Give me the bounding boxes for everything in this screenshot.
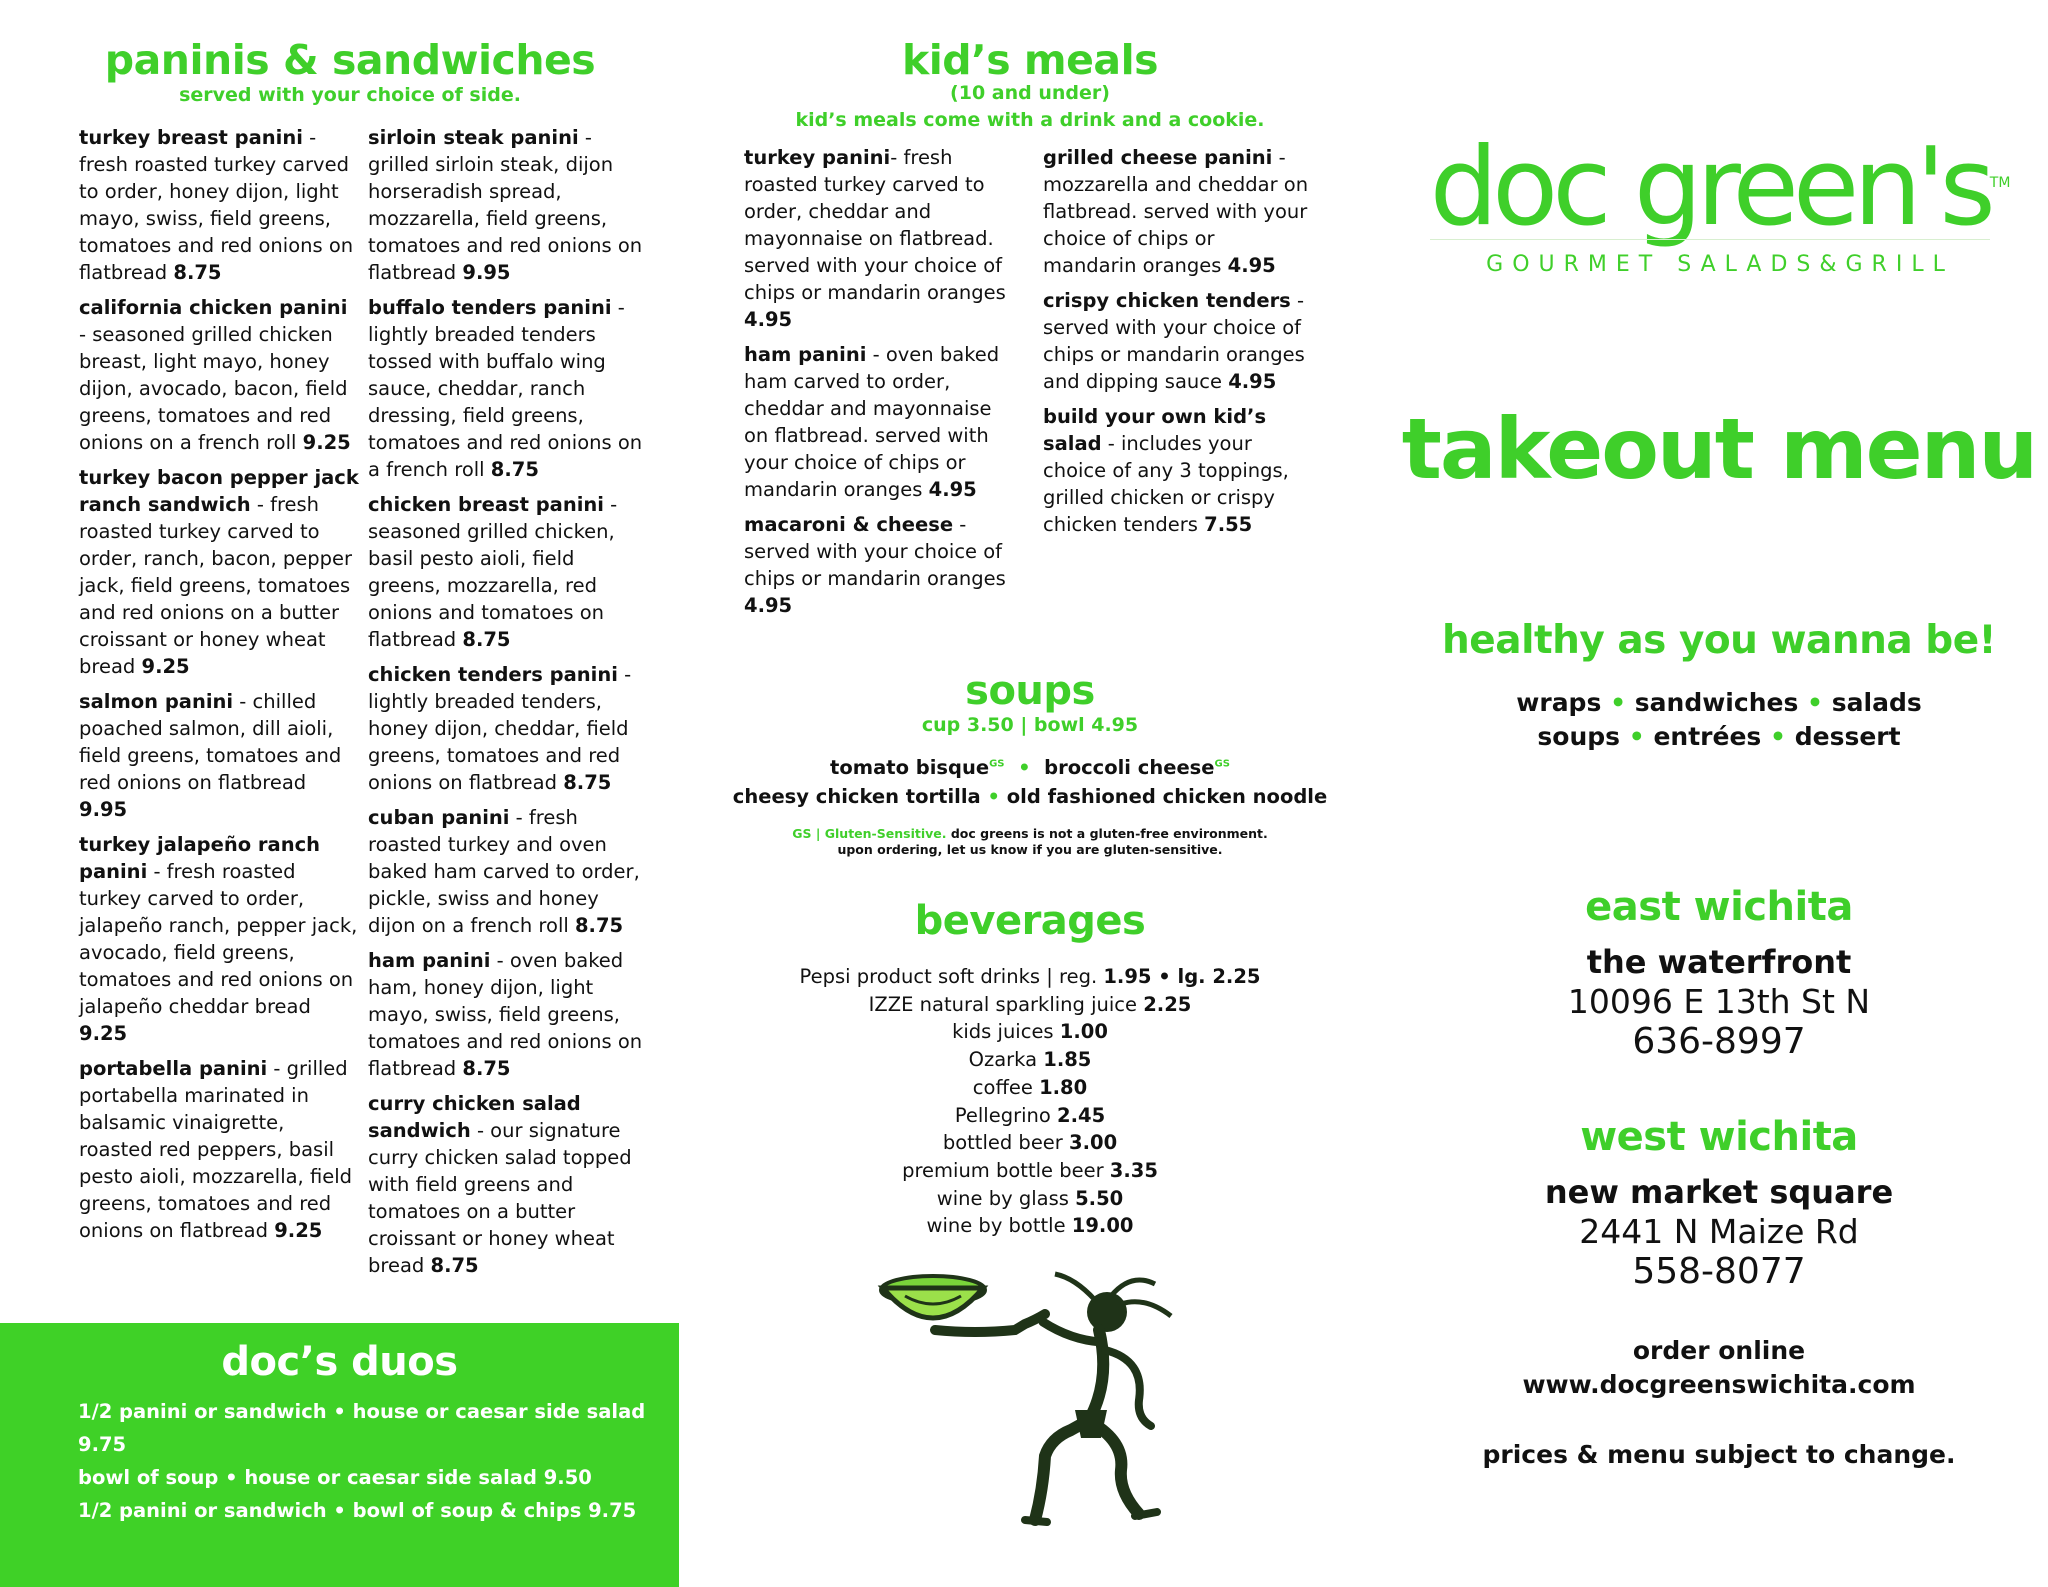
menu-item: turkey jalapeño ranch panini - fresh roasted turkey carved to order, jalapeño ranch, pepper jack, avocado, field greens, tomatoes and red onions on jalapeño cheddar bread 9.25 — [79, 833, 358, 1045]
soups-line-1 — [700, 756, 1360, 779]
category: salads — [1831, 688, 1922, 717]
kids-note: kid’s meals come with a drink and a cookie. — [795, 109, 1265, 131]
beverage-item: premium bottle beer 3.35 — [902, 1158, 1158, 1182]
menu-item: portabella panini - grilled portabella marinated in balsamic vinaigrette, roasted red peppers, basil pesto aioli, mozzarella, field greens, tomatoes and red onions on flatbread 9.25 — [79, 1057, 353, 1242]
menu-item: ham panini - oven baked ham carved to order, cheddar and mayonnaise on flatbread. served with your choice of chips or mandarin oranges 4.95 — [744, 343, 1000, 501]
menu-item: crispy chicken tenders - served with your choice of chips or mandarin oranges and dipping sauce 4.95 — [1043, 289, 1305, 393]
location-phone[interactable]: 558-8077 — [1632, 1251, 1806, 1292]
soup-item: tomato bisque — [830, 756, 990, 779]
location-west — [1390, 1114, 2048, 1292]
beverage-item: Ozarka 1.85 — [968, 1048, 1092, 1072]
menu-item: grilled cheese panini - mozzarella and cheddar on flatbread. served with your choice of chips or mandarin oranges 4.95 — [1043, 146, 1309, 277]
beverage-item: coffee 1.80 — [972, 1075, 1088, 1099]
categories-line-1 — [1390, 688, 2048, 717]
paninis-left-column — [79, 124, 359, 1252]
logo-divider — [1430, 239, 1990, 240]
menu-item: curry chicken salad sandwich - our signature curry chicken salad topped with field greens and tomatoes on a butter croissant or honey wheat bread 8.75 — [368, 1092, 632, 1277]
location-name: the waterfront — [1586, 943, 1852, 981]
logo-text: doc green's — [1429, 125, 1990, 250]
paninis-subtitle: served with your choice of side. — [179, 84, 521, 106]
category: sandwiches — [1634, 688, 1799, 717]
kids-right-column — [1043, 144, 1313, 546]
bullet-dot: • — [1807, 688, 1824, 717]
category: entrées — [1653, 722, 1762, 751]
soup-item: broccoli cheese — [1044, 756, 1215, 779]
paninis-title: paninis & sandwiches — [104, 36, 596, 84]
beverage-item: Pellegrino 2.45 — [954, 1103, 1106, 1127]
menu-item: chicken tenders panini - lightly breaded tenders, honey dijon, cheddar, field greens, tomatoes and red onions on flatbread 8.75 — [368, 663, 632, 794]
beverage-item: wine by bottle 19.00 — [926, 1214, 1134, 1238]
menu-item: chicken breast panini - seasoned grilled chicken, basil pesto aioli, field greens, mozzarella, red onions and tomatoes on flatbread 8.75 — [368, 493, 618, 651]
gluten-note-2: upon ordering, let us know if you are gluten-sensitive. — [837, 842, 1223, 857]
docs-duos-title: doc’s duos — [221, 1339, 458, 1385]
soups-line-2 — [700, 785, 1360, 808]
category: wraps — [1516, 688, 1602, 717]
location-east — [1390, 884, 2048, 1062]
soup-item: cheesy chicken tortilla — [732, 785, 981, 808]
gluten-sensitive-mark: GS — [1214, 758, 1230, 770]
menu-item: cuban panini - fresh roasted turkey and oven baked ham carved to order, pickle, swiss and honey dijon on a french roll 8.75 — [368, 806, 640, 937]
logo — [1420, 125, 2020, 250]
slogan: healthy as you wanna be! — [1442, 618, 1996, 663]
menu-item: california chicken panini - seasoned grilled chicken breast, light mayo, honey dijon, avocado, bacon, field greens, tomatoes and red onions on a french roll 9.25 — [79, 296, 351, 454]
duo-line: 1/2 panini or sandwich • bowl of soup & chips 9.75 — [78, 1499, 637, 1522]
bullet-dot: • — [1011, 756, 1038, 779]
menu-item: buffalo tenders panini - lightly breaded tenders tossed with buffalo wing sauce, cheddar, ranch dressing, field greens, tomatoes and red onions on a french roll 8.75 — [368, 296, 643, 481]
gluten-sensitive-mark: GS — [989, 758, 1005, 770]
trademark-mark: TM — [1989, 175, 2011, 191]
beverage-item: Pepsi product soft drinks | reg. 1.95 • lg. 2.25 — [799, 965, 1261, 988]
menu-item: salmon panini - chilled poached salmon, dill aioli, field greens, tomatoes and red onions on flatbread 9.95 — [79, 690, 342, 821]
kids-title: kid’s meals — [901, 36, 1159, 84]
menu-item: ham panini - oven baked ham, honey dijon, light mayo, swiss, field greens, tomatoes and red onions on flatbread 8.75 — [368, 949, 643, 1080]
paninis-right-column — [368, 124, 650, 1287]
menu-item: turkey bacon pepper jack ranch sandwich - fresh roasted turkey carved to order, ranch, bacon, pepper jack, field greens, tomatoes and red onions on a butter croissant or honey wheat bread 9.25 — [79, 466, 359, 678]
kids-age: (10 and under) — [950, 82, 1110, 104]
menu-item: macaroni & cheese - served with your choice of chips or mandarin oranges 4.95 — [744, 513, 1006, 617]
beverages-title: beverages — [914, 898, 1146, 944]
location-area: east wichita — [1585, 884, 1853, 930]
soup-item: old fashioned chicken noodle — [1006, 785, 1328, 808]
beverage-item: bottled beer 3.00 — [942, 1131, 1118, 1155]
location-area: west wichita — [1580, 1114, 1858, 1160]
location-name: new market square — [1544, 1173, 1894, 1211]
bullet-dot: • — [1610, 688, 1627, 717]
gluten-label: GS | Gluten-Sensitive. — [792, 826, 947, 841]
mascot-figure-icon — [875, 1270, 1175, 1530]
tagline: GOURMET SALADS&GRILL — [1486, 252, 1954, 277]
bullet-dot: • — [1628, 722, 1645, 751]
docs-duos-box — [0, 1323, 679, 1587]
gluten-note-1: doc greens is not a gluten-free environment. — [946, 826, 1268, 841]
category: dessert — [1794, 722, 1901, 751]
location-address: 2441 N Maize Rd — [1579, 1212, 1859, 1251]
soups-title: soups — [965, 668, 1095, 714]
kids-left-column — [744, 144, 1014, 627]
beverage-item: wine by glass 5.50 — [936, 1186, 1124, 1210]
bullet-dot: • — [1770, 722, 1786, 751]
soups-sizes: cup 3.50 | bowl 4.95 — [921, 714, 1139, 736]
categories-line-2 — [1390, 722, 2048, 751]
menu-item: turkey panini- fresh roasted turkey carved to order, cheddar and mayonnaise on flatbread. served with your choice of chips or mandarin oranges 4.95 — [744, 146, 1006, 331]
beverage-item: kids juices 1.00 — [952, 1020, 1108, 1044]
menu-title: takeout menu — [1401, 400, 2037, 498]
gluten-note — [700, 826, 1360, 858]
menu-item: build your own kid’s salad - includes your choice of any 3 toppings, grilled chicken or crispy chicken tenders 7.55 — [1043, 405, 1289, 536]
website-link[interactable]: www.docgreenswichita.com — [1522, 1370, 1916, 1399]
category: soups — [1537, 722, 1621, 751]
bullet-dot: • — [987, 785, 1000, 808]
location-address: 10096 E 13th St N — [1567, 982, 1871, 1021]
beverage-item: IZZE natural sparkling juice 2.25 — [868, 992, 1192, 1016]
beverages-list — [700, 963, 1360, 1240]
duo-line: bowl of soup • house or caesar side salad 9.50 — [78, 1466, 592, 1489]
menu-item: turkey breast panini - fresh roasted turkey carved to order, honey dijon, light mayo, swiss, field greens, tomatoes and red onions on flatbread 8.75 — [79, 126, 354, 284]
menu-item: sirloin steak panini - grilled sirloin steak, dijon horseradish spread, mozzarella, field greens, tomatoes and red onions on flatbread 9.95 — [368, 126, 643, 284]
order-online: order online — [1632, 1336, 1806, 1365]
location-phone[interactable]: 636-8997 — [1632, 1021, 1806, 1062]
duo-line: 1/2 panini or sandwich • house or caesar side salad 9.75 — [78, 1400, 646, 1456]
disclaimer: prices & menu subject to change. — [1482, 1440, 1956, 1469]
